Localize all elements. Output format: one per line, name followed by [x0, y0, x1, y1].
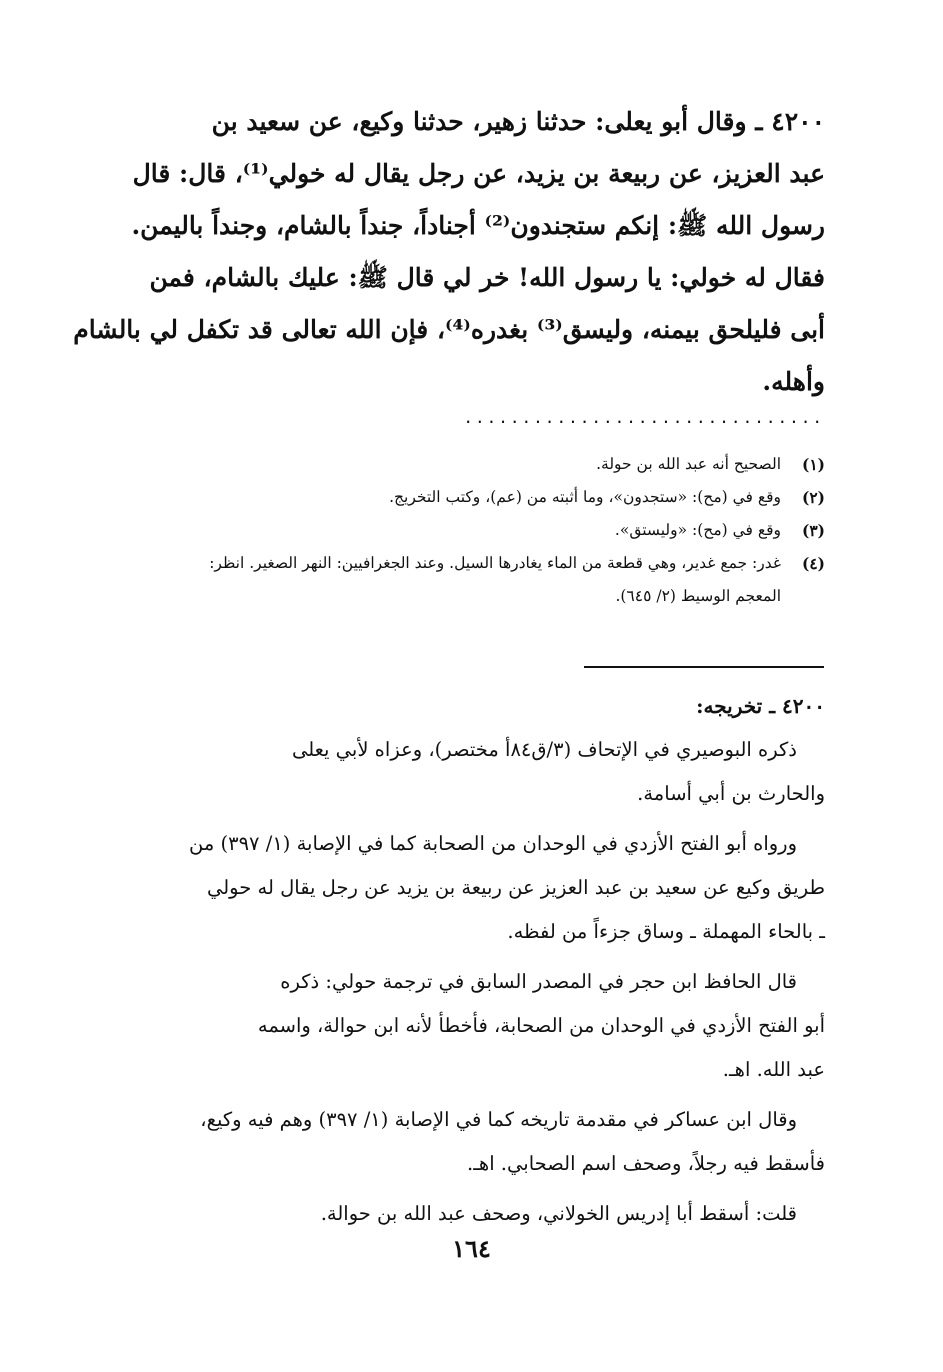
footnote-line: وقع في (مح): «وليستق».: [614, 521, 781, 539]
hadith-line: أبى فليلحق بيمنه، وليسق⁽³⁾ بغدره⁽⁴⁾، فإن الله تعالى قد تكفل لي بالشام: [73, 315, 825, 344]
takhrij-line: والحارث بن أبي أسامة.: [637, 782, 825, 805]
takhrij-line: عبد الله. اهـ.: [722, 1058, 825, 1081]
takhrij-line: ـ بالحاء المهملة ـ وساق جزءاً من لفظه.: [507, 920, 825, 943]
hadith-line: وأهله.: [762, 367, 825, 396]
takhrij-line: وقال ابن عساكر في مقدمة تاريخه كما في الإصابة (١/ ٣٩٧) وهم فيه وكيع،: [200, 1108, 797, 1131]
hadith-line: رسول الله ﷺ: إنكم ستجندون⁽²⁾ أجناداً، جنداً بالشام، وجنداً باليمن.: [131, 211, 825, 240]
footnote-line: الصحيح أنه عبد الله بن حولة.: [596, 455, 781, 473]
takhrij-line: ذكره البوصيري في الإتحاف (٣/ق٨٤أ مختصر)، وعزاه لأبي يعلى: [291, 738, 797, 761]
takhrij-paragraph: [95, 960, 825, 1092]
footnote-line: وقع في (مح): «ستجدون»، وما أثبته من (عم)، وكتب التخريج.: [389, 488, 781, 506]
footnote-text: [95, 448, 781, 481]
hadith-line: ٤٢٠٠ ـ وقال أبو يعلى: حدثنا زهير، حدثنا وكيع، عن سعيد بن: [211, 107, 825, 136]
takhrij-paragraph: [95, 822, 825, 954]
footnote-line: المعجم الوسيط (٢/ ٦٤٥).: [615, 587, 781, 605]
takhrij-paragraph: [95, 728, 825, 816]
footnote-line: غدر: جمع غدير، وهي قطعة من الماء يغادرها السيل. وعند الجغرافيين: النهر الصغير. انظر:: [209, 554, 781, 572]
footnote-1: [95, 448, 825, 481]
footnote-text: [95, 547, 781, 613]
footnote-2: [95, 481, 825, 514]
footnote-number: (٤): [801, 554, 825, 573]
footnotes: [95, 448, 825, 613]
footnote-number: (٣): [801, 521, 825, 540]
takhrij-line: طريق وكيع عن سعيد بن عبد العزيز عن ربيعة بن يزيد عن رجل يقال له حولي: [206, 876, 825, 899]
takhrij-paragraph: [95, 1098, 825, 1186]
footnote-text: [95, 481, 781, 514]
takhrij-line: أبو الفتح الأزدي في الوحدان من الصحابة، فأخطأ لأنه ابن حوالة، واسمه: [257, 1014, 825, 1037]
hadith-line: فقال له خولي: يا رسول الله! خر لي قال ﷺ: عليك بالشام، فمن: [149, 263, 825, 292]
footnote-number: (٢): [801, 488, 825, 507]
footnote-4: [95, 547, 825, 613]
takhrij-line: قال الحافظ ابن حجر في المصدر السابق في ترجمة حولي: ذكره: [280, 970, 797, 993]
hadith-text: [73, 96, 825, 408]
takhrij-paragraph: [95, 1192, 825, 1236]
footnote-text: [95, 514, 781, 547]
takhrij-section: [95, 684, 825, 1242]
section-divider: [584, 666, 824, 668]
takhrij-line: قلت: أسقط أبا إدريس الخولاني، وصحف عبد الله بن حوالة.: [320, 1202, 797, 1225]
takhrij-heading: ٤٢٠٠ ـ تخريجه:: [696, 694, 825, 718]
page-number: ١٦٤: [452, 1234, 491, 1263]
takhrij-line: ورواه أبو الفتح الأزدي في الوحدان من الصحابة كما في الإصابة (١/ ٣٩٧) من: [189, 832, 797, 855]
footnote-number: (١): [801, 455, 825, 474]
takhrij-line: فأسقط فيه رجلاً، وصحف اسم الصحابي. اهـ.: [467, 1152, 825, 1175]
hadith-line: عبد العزيز، عن ربيعة بن يزيد، عن رجل يقال له خولي⁽¹⁾، قال: قال: [132, 159, 825, 188]
footnote-separator: ...............................: [463, 408, 824, 427]
footnote-3: [95, 514, 825, 547]
